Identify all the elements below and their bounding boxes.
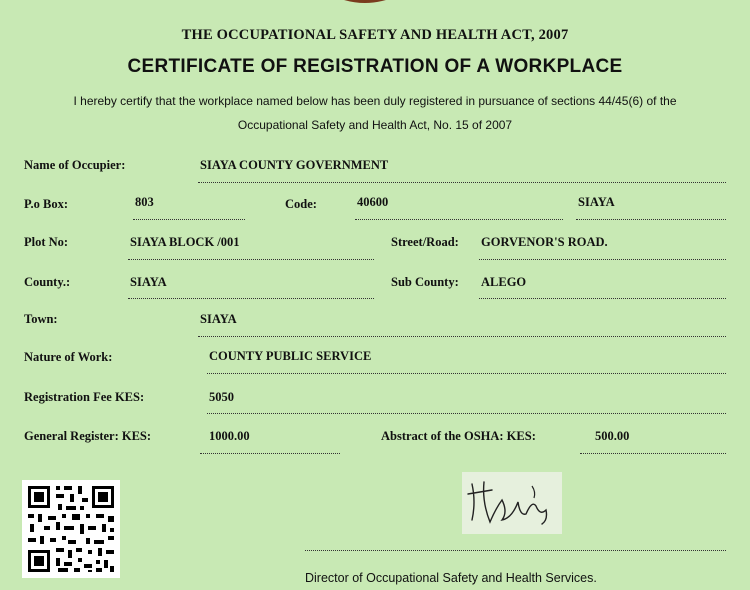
county-line: [128, 298, 374, 299]
pobox-line: [133, 219, 245, 220]
postal-town-value: SIAYA: [578, 195, 615, 209]
postal-town-line: [576, 219, 726, 220]
act-title: THE OCCUPATIONAL SAFETY AND HEALTH ACT, 2007: [181, 27, 569, 43]
code-line: [355, 219, 563, 220]
pobox-label: P.o Box:: [24, 197, 68, 211]
certification-line-1: I hereby certify that the workplace named below has been duly registered in pursuance of sections 44/45(6) of the: [73, 94, 677, 108]
code-label: Code:: [285, 197, 317, 211]
qr-code: [22, 480, 120, 578]
nature-value: COUNTY PUBLIC SERVICE: [209, 349, 372, 363]
coat-of-arms-emblem: [330, 0, 400, 8]
general-register-label: General Register: KES:: [24, 429, 152, 443]
regfee-line: [207, 413, 726, 414]
street-line: [479, 259, 726, 260]
abstract-label: Abstract of the OSHA: KES:: [381, 429, 536, 443]
general-register-value: 1000.00: [209, 429, 250, 443]
director-title: Director of Occupational Safety and Health Services.: [305, 571, 597, 585]
subcounty-line: [479, 298, 726, 299]
certification-line-2: Occupational Safety and Health Act, No. 15 of 2007: [237, 118, 513, 132]
plot-label: Plot No:: [24, 235, 69, 249]
town-line: [198, 336, 726, 337]
town-label: Town:: [24, 312, 58, 326]
director-signature: [462, 472, 562, 534]
general-register-line: [200, 453, 340, 454]
qr-code-graphic: [22, 480, 120, 578]
regfee-value: 5050: [209, 390, 234, 404]
certificate-title: CERTIFICATE OF REGISTRATION OF A WORKPLACE: [127, 56, 623, 77]
signature-line: [305, 550, 726, 551]
county-label: County.:: [24, 275, 71, 289]
pobox-value: 803: [135, 195, 154, 209]
occupier-value: SIAYA COUNTY GOVERNMENT: [200, 158, 389, 172]
signature-graphic: [462, 472, 562, 534]
abstract-value: 500.00: [595, 429, 630, 443]
occupier-line: [198, 182, 726, 183]
plot-value: SIAYA BLOCK /001: [130, 235, 240, 249]
town-value: SIAYA: [200, 312, 237, 326]
county-value: SIAYA: [130, 275, 167, 289]
nature-label: Nature of Work:: [24, 350, 113, 364]
subcounty-value: ALEGO: [481, 275, 527, 289]
occupier-label: Name of Occupier:: [24, 158, 126, 172]
street-label: Street/Road:: [391, 235, 459, 249]
certification-statement: [20, 89, 730, 137]
code-value: 40600: [357, 195, 389, 209]
plot-line: [128, 259, 374, 260]
street-value: GORVENOR'S ROAD.: [481, 235, 608, 249]
abstract-line: [580, 453, 726, 454]
nature-line: [207, 373, 726, 374]
regfee-label: Registration Fee KES:: [24, 390, 145, 404]
subcounty-label: Sub County:: [391, 275, 459, 289]
